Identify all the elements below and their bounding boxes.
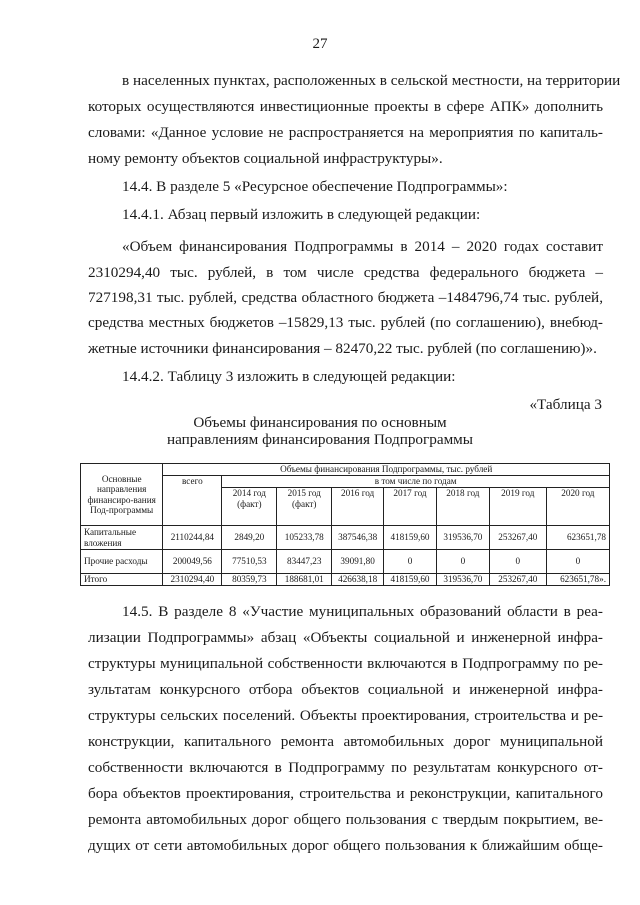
- text-line: ному ремонту объектов социальной инфраструктуры».: [88, 150, 443, 167]
- text-line: 14.5. В разделе 8 «Участие муниципальных образований области в реа-: [122, 603, 603, 620]
- header-by-years: в том числе по годам: [222, 476, 610, 488]
- cell-value: 0: [436, 550, 489, 574]
- cell-value: 105233,78: [277, 526, 332, 550]
- table-row: [81, 526, 610, 550]
- text-line: «Объем финансирования Подпрограммы в 2014 – 2020 годах составит: [122, 238, 603, 255]
- financing-table: [80, 463, 610, 586]
- header-directions: Основные направления финансиро-вания Под-программы: [81, 464, 163, 526]
- page-number: 27: [312, 36, 328, 52]
- cell-value: 418159,60: [384, 574, 437, 586]
- header-year: 2016 год: [332, 488, 384, 526]
- table-row-total: [81, 574, 610, 586]
- text-line: дущих от сети автомобильных дорог общего пользования к ближайшим обще-: [88, 837, 603, 854]
- table-label: «Таблица 3: [529, 396, 602, 413]
- cell-value: 0: [384, 550, 437, 574]
- cell-total: 200049,56: [163, 550, 222, 574]
- text-line: 2310294,40 тыс. рублей, в том числе средства федерального бюджета –: [88, 264, 603, 281]
- row-label: Капитальные вложения: [81, 526, 163, 550]
- cell-value: 39091,80: [332, 550, 384, 574]
- cell-value: 319536,70: [436, 526, 489, 550]
- table-title: Объемы финансирования по основным: [193, 414, 447, 431]
- header-year: 2018 год: [436, 488, 489, 526]
- section-heading: 14.4.2. Таблицу 3 изложить в следующей редакции:: [122, 368, 456, 385]
- cell-value: 0: [489, 550, 546, 574]
- cell-value: 623651,78: [546, 526, 609, 550]
- text-line: структуры сельских поселений. Объекты проектирования, строительства и ре-: [88, 707, 603, 724]
- text-line: 727198,31 тыс. рублей, средства областного бюджета –1484796,74 тыс. рублей,: [88, 289, 603, 306]
- header-year: 2017 год: [384, 488, 437, 526]
- cell-total: 2110244,84: [163, 526, 222, 550]
- header-year: 2019 год: [489, 488, 546, 526]
- row-label: Итого: [81, 574, 163, 586]
- cell-value: 2849,20: [222, 526, 277, 550]
- header-year: 2015 год (факт): [277, 488, 332, 526]
- header-year: 2014 год (факт): [222, 488, 277, 526]
- text-line: лизации Подпрограммы» абзац «Объекты социальной и инженерной инфра-: [88, 629, 603, 646]
- text-line: словами: «Данное условие не распространяется на мероприятия по капиталь-: [88, 124, 603, 141]
- text-line: жетные источники финансирования – 82470,22 тыс. рублей (по соглашению)».: [88, 340, 597, 357]
- header-total: всего: [163, 476, 222, 526]
- cell-value: 77510,53: [222, 550, 277, 574]
- cell-value: 387546,38: [332, 526, 384, 550]
- cell-value: 0: [546, 550, 609, 574]
- cell-value: 418159,60: [384, 526, 437, 550]
- cell-value: 253267,40: [489, 526, 546, 550]
- header-volumes: Объемы финансирования Подпрограммы, тыс. рублей: [163, 464, 610, 476]
- cell-value: 253267,40: [489, 574, 546, 586]
- cell-value: 426638,18: [332, 574, 384, 586]
- section-heading: 14.4. В разделе 5 «Ресурсное обеспечение Подпрограммы»:: [122, 178, 508, 195]
- cell-value: 83447,23: [277, 550, 332, 574]
- text-line: средства местных бюджетов –15829,13 тыс. рублей (по соглашению), внебюд-: [88, 314, 603, 331]
- table-title: направлениям финансирования Подпрограммы: [167, 431, 473, 448]
- text-line: зультатам конкурсного отбора объектов социальной и инженерной инфра-: [88, 681, 603, 698]
- text-line: собственности включаются в Подпрограмму по результатам конкурсного от-: [88, 759, 603, 776]
- text-line: бора объектов проектирования, строительства и реконструкции, капитального: [88, 785, 603, 802]
- cell-value: 80359,73: [222, 574, 277, 586]
- cell-value: 188681,01: [277, 574, 332, 586]
- text-line: конструкции, капитального ремонта автомобильных дорог муниципальной: [88, 733, 603, 750]
- cell-total: 2310294,40: [163, 574, 222, 586]
- row-label: Прочие расходы: [81, 550, 163, 574]
- section-heading: 14.4.1. Абзац первый изложить в следующей редакции:: [122, 206, 481, 223]
- cell-value: 623651,78».: [546, 574, 609, 586]
- header-year: 2020 год: [546, 488, 609, 526]
- text-line: ремонта автомобильных дорог общего пользования с твердым покрытием, ве-: [88, 811, 603, 828]
- table-row: [81, 550, 610, 574]
- cell-value: 319536,70: [436, 574, 489, 586]
- text-line: структуры муниципальной собственности включаются в Подпрограмму по ре-: [88, 655, 603, 672]
- text-line: которых осуществляются инвестиционные проекты в сфере АПК» дополнить: [88, 98, 603, 115]
- text-line: в населенных пунктах, расположенных в сельской местности, на территории: [122, 72, 621, 89]
